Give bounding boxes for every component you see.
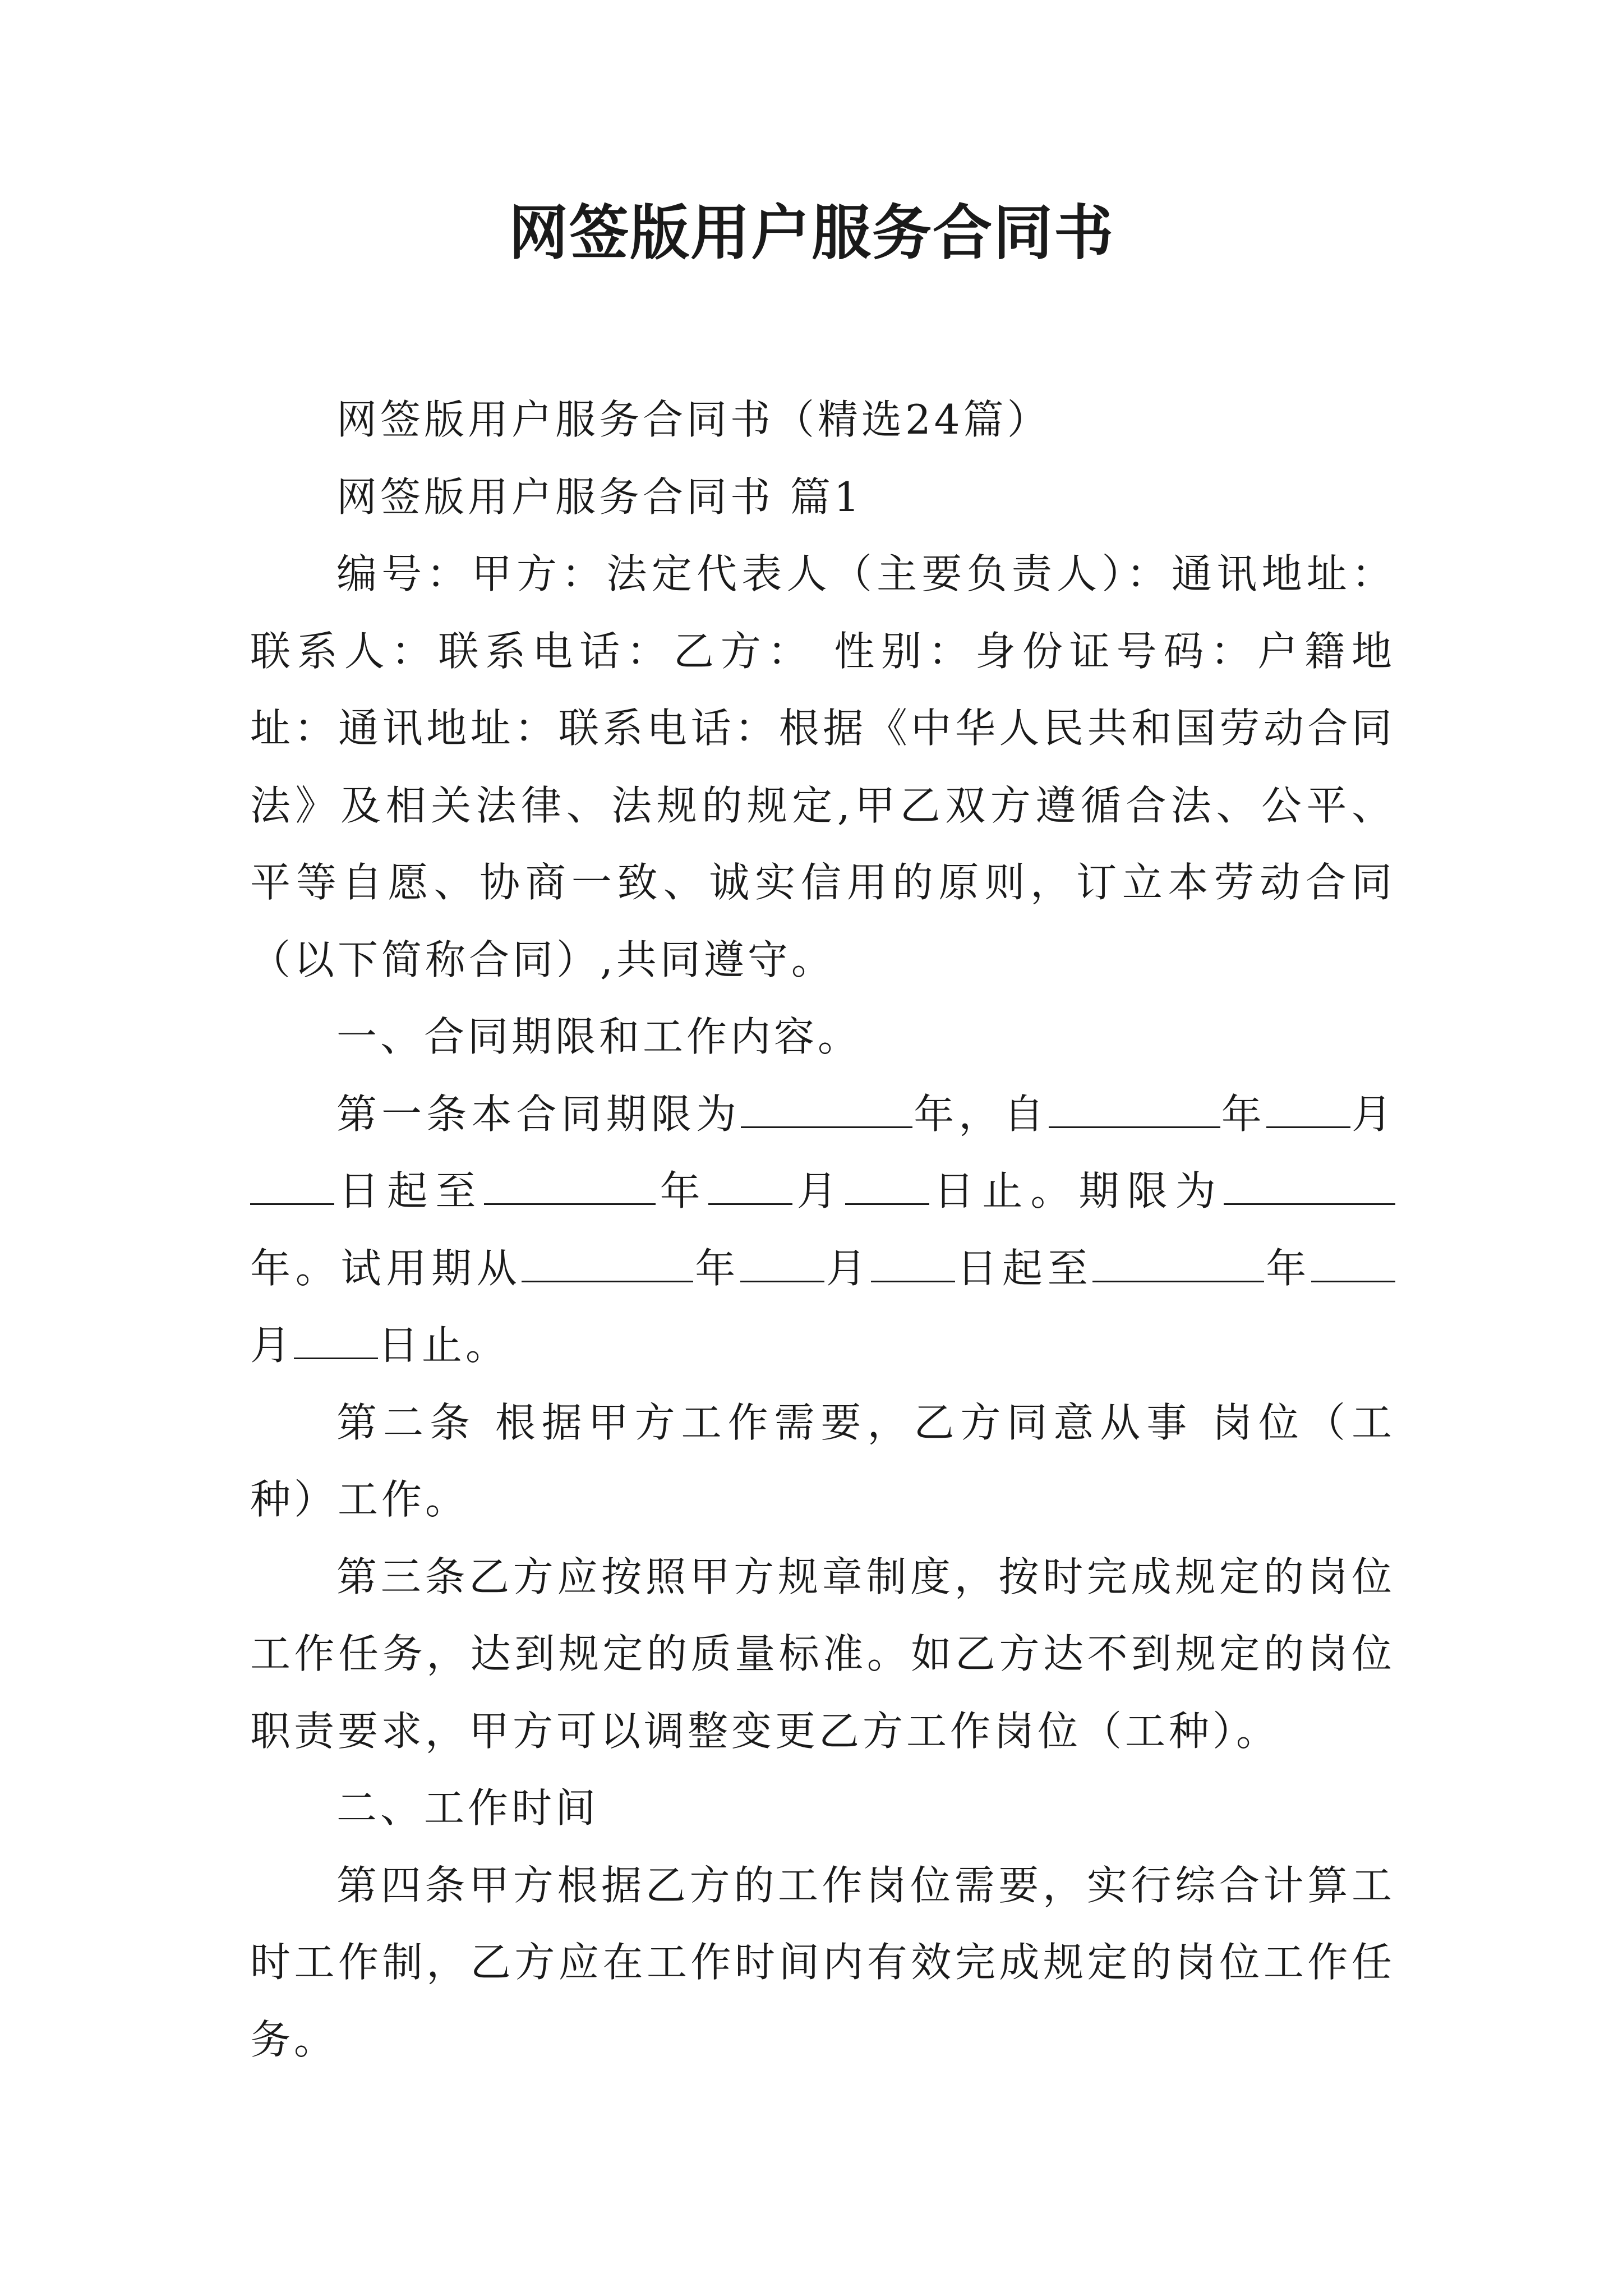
blank-line [845,1164,929,1205]
subtitle: 网签版用户服务合同书（精选24篇） [336,396,1051,443]
blank-line [708,1164,792,1205]
article-1-text: 日止。 [378,1322,510,1369]
article-1-text: 年。试用期从 [250,1244,522,1292]
article-1-text: 月 [824,1244,872,1292]
article-1-text: 日起至 [334,1167,484,1214]
article-3: 第三条乙方应按照甲方规章制度，按时完成规定的岗位工作任务，达到规定的质量标准。如乙方达不到规定的岗位职责要求，甲方可以调整变更乙方工作岗位（工种）。 [250,1553,1395,1755]
article-1-text: 日起至 [955,1244,1093,1292]
blank-line [871,1241,955,1282]
article-1-text: 年 [1220,1090,1266,1138]
blank-line [740,1241,824,1282]
blank-line [1092,1241,1264,1282]
article-1 [250,1076,1395,1384]
blank-line [1049,1087,1220,1128]
blank-line [294,1318,378,1359]
blank-line [1311,1241,1395,1282]
article-1-text: 年 [1264,1244,1311,1292]
document-title: 网签版用户服务合同书 [509,197,1114,268]
blank-line [522,1241,693,1282]
article-1-text: 年 [655,1167,708,1214]
article-1-text: 月 [1350,1090,1395,1138]
article-1-text: 月 [250,1322,294,1369]
blank-line [1266,1087,1350,1128]
article-1-text: 日止。期限为 [929,1167,1224,1214]
article-1-text: 年 [693,1244,740,1292]
blank-line [741,1087,912,1128]
blank-line [1224,1164,1395,1205]
blank-line [250,1164,334,1205]
section-heading-1: 一、合同期限和工作内容。 [336,1013,862,1060]
article-1-text: 第一条本合同期限为 [336,1090,741,1138]
document-body [250,381,1395,2078]
article-1-text: 月 [792,1167,846,1214]
blank-line [484,1164,656,1205]
article-4: 第四条甲方根据乙方的工作岗位需要，实行综合计算工时工作制，乙方应在工作时间内有效完成规定的岗位工作任务。 [250,1861,1395,2063]
section-heading-2: 二、工作时间 [336,1784,600,1832]
parties-paragraph: 编号：甲方：法定代表人（主要负责人）：通讯地址：联系人：联系电话：乙方： 性别：身份证号码：户籍地址：通讯地址：联系电话：根据《中华人民共和国劳动合同法》及相关法律、法规的规定,甲乙双方遵循合法、公平、平等自愿、协商一致、诚实信用的原则，订立本劳动合同（以下简称合同）,共同遵守。 [250,550,1395,983]
part-heading: 网签版用户服务合同书 篇1 [336,473,863,521]
article-1-text: 年，自 [912,1090,1049,1138]
article-2: 第二条 根据甲方工作需要，乙方同意从事 岗位（工种）工作。 [250,1398,1395,1523]
